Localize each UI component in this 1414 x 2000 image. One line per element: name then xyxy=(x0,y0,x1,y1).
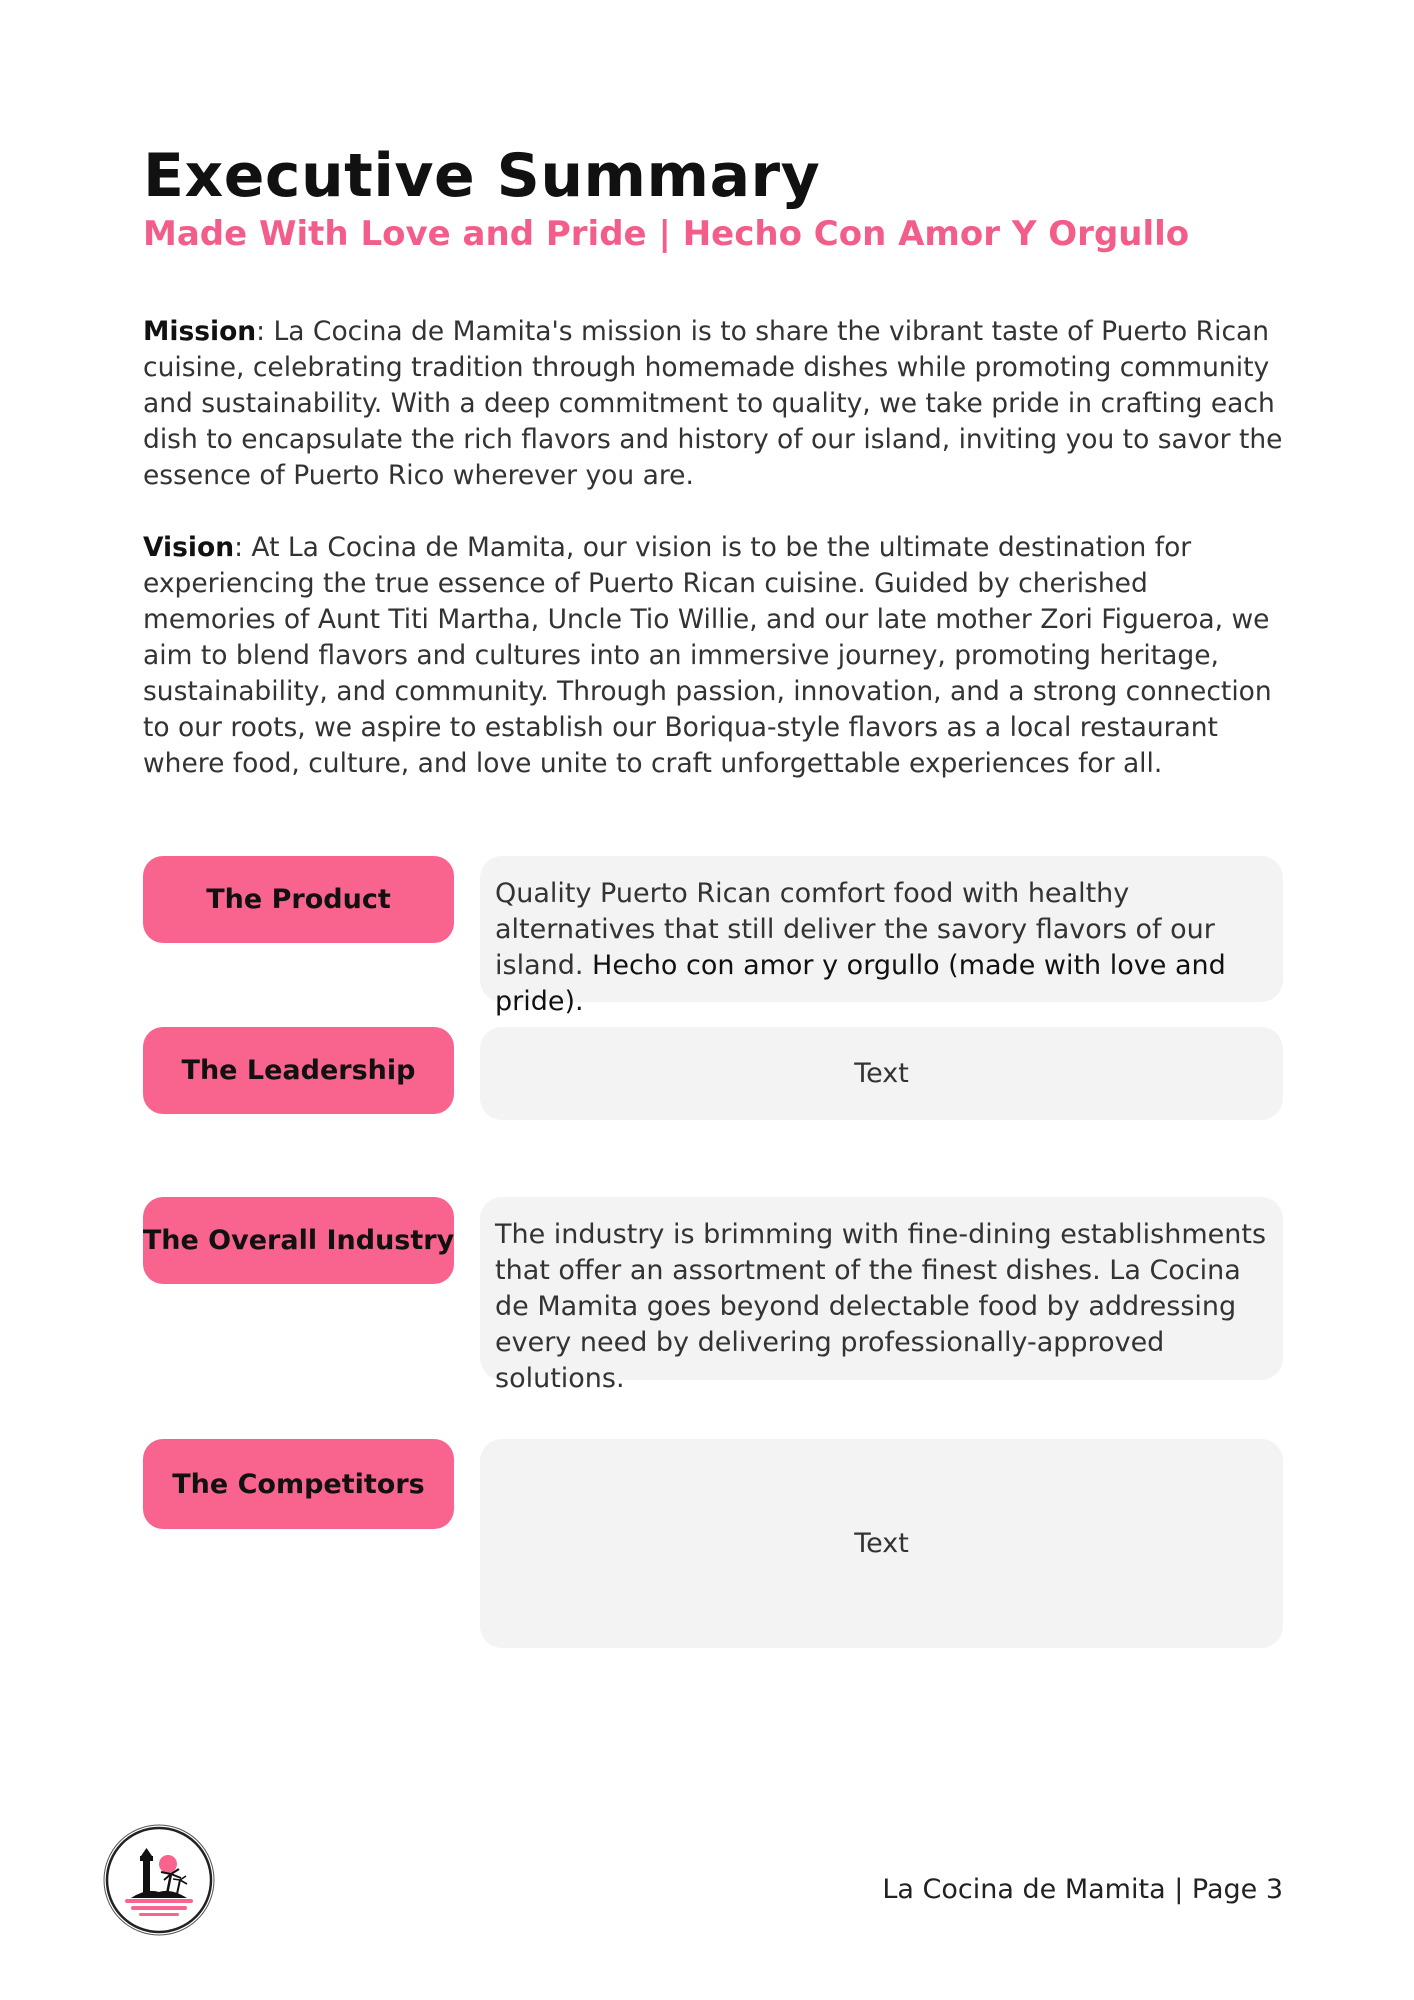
leadership-label-pill: The Leadership xyxy=(143,1027,454,1114)
industry-description-box xyxy=(480,1197,1283,1394)
competitors-label-pill: The Competitors xyxy=(143,1439,454,1529)
page-subtitle: Made With Love and Pride | Hecho Con Amor Y Orgullo xyxy=(143,214,1190,254)
page-title: Executive Summary xyxy=(143,141,821,211)
competitors-description: Text xyxy=(854,1527,909,1559)
page-footer: La Cocina de Mamita | Page 3 xyxy=(882,1874,1283,1905)
mission-paragraph xyxy=(143,314,1283,494)
competitors-description-box xyxy=(480,1439,1283,1648)
leadership-description-box xyxy=(480,1027,1283,1120)
product-label-pill: The Product xyxy=(143,856,454,943)
product-motto: Hecho con amor y orgullo (made with love and pride). xyxy=(495,950,1226,1017)
industry-description: The industry is brimming with fine-dining establishments that offer an assortment of the finest dishes. La Cocina de Mamita goes beyond delectable food by addressing every need by delivering professionally-approved solutions. xyxy=(495,1219,1267,1394)
mission-text: : La Cocina de Mamita's mission is to share the vibrant taste of Puerto Rican cuisine, celebrating tradition through homemade dishes while promoting community and sustainability. With a deep commitment to quality, we take pride in crafting each dish to encapsulate the rich flavors and history of our island, inviting you to savor the essence of Puerto Rico wherever you are. xyxy=(143,316,1283,491)
vision-text: : At La Cocina de Mamita, our vision is to be the ultimate destination for experiencing the true essence of Puerto Rican cuisine. Guided by cherished memories of Aunt Titi Martha, Uncle Tio Willie, and our late mother Zori Figueroa, we aim to blend flavors and cultures into an immersive journey, promoting heritage, sustainability, and community. Through passion, innovation, and a strong connection to our roots, we aspire to establish our Boriqua-style flavors as a local restaurant where food, culture, and love unite to craft unforgettable experiences for all. xyxy=(143,532,1272,779)
restaurant-logo xyxy=(101,1822,217,1938)
vision-label: Vision xyxy=(143,532,235,563)
product-description-box xyxy=(480,856,1283,1017)
mission-label: Mission xyxy=(143,316,257,347)
industry-label-pill: The Overall Industry xyxy=(143,1197,454,1284)
vision-paragraph xyxy=(143,530,1283,782)
product-description: Quality Puerto Rican comfort food with healthy alternatives that still deliver the savory flavors of our island. xyxy=(495,878,1215,981)
leadership-description: Text xyxy=(854,1057,909,1089)
